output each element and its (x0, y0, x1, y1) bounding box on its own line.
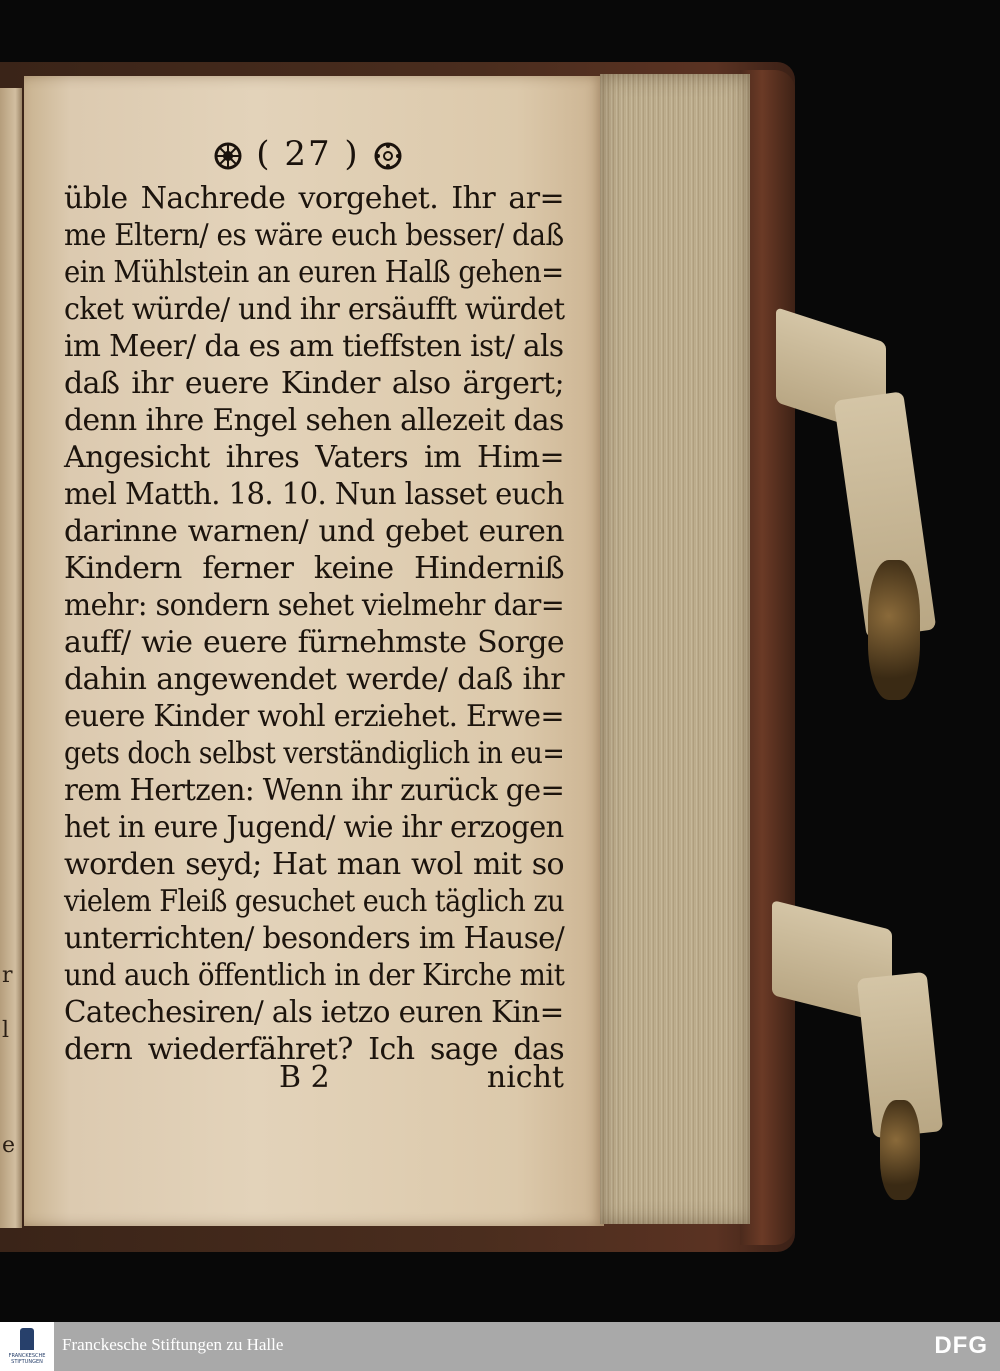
facing-page-mark: r (2, 963, 13, 988)
clasp-hook-icon (880, 1100, 920, 1200)
text-line: üble Nachrede vorgehet. Ihr ar= (64, 181, 564, 216)
text-line: rem Hertzen: Wenn ihr zurück ge= (64, 773, 565, 808)
catchword: nicht (486, 1060, 564, 1095)
institution-logo[interactable] (0, 1322, 54, 1371)
building-icon (20, 1328, 34, 1350)
text-line: daß ihr euere Kinder also ärgert; (64, 366, 564, 401)
page-foot (64, 1060, 564, 1100)
page-number: ( 27 ) (256, 134, 360, 174)
facing-page-edge (0, 88, 22, 1228)
text-line: dahin angewendet werde/ daß ihr (64, 662, 564, 697)
text-line: me Eltern/ es wäre euch besser/ daß (64, 218, 564, 253)
text-line: im Meer/ da es am tieffsten ist/ als (64, 329, 564, 364)
clasp-hook-icon (868, 560, 920, 700)
text-line: cket würde/ und ihr ersäufft würdet (64, 292, 565, 327)
text-line: gets doch selbst verständiglich in eu= (64, 736, 565, 771)
text-line: Angesicht ihres Vaters im Him= (64, 440, 564, 475)
text-line: denn ihre Engel sehen allezeit das (64, 403, 564, 438)
page-header (178, 134, 438, 174)
text-line: darinne warnen/ und gebet euren (64, 514, 564, 549)
page-block-edge (600, 74, 750, 1224)
logo-text: FRANCKESCHE STIFTUNGEN (8, 1353, 46, 1365)
facing-page-mark: l (2, 1018, 10, 1043)
text-line: auff/ wie euere fürnehmste Sorge (64, 625, 564, 660)
text-line: worden seyd; Hat man wol mit so (64, 847, 564, 882)
text-line: vielem Fleiß gesuchet euch täglich zu (64, 884, 565, 919)
signature-mark: B 2 (279, 1060, 330, 1095)
body-text (64, 180, 564, 1068)
text-line: unterrichten/ besonders im Hause/ (64, 921, 565, 956)
text-line: Kindern ferner keine Hinderniß (64, 551, 564, 586)
text-line: mel Matth. 18. 10. Nun lasset euch (64, 477, 564, 512)
text-line: Catechesiren/ als ietzo euren Kin= (64, 995, 564, 1030)
institution-name[interactable]: Franckesche Stiftungen zu Halle (62, 1335, 284, 1354)
text-line: ein Mühlstein an euren Halß gehen= (64, 255, 564, 290)
text-line: euere Kinder wohl erziehet. Erwe= (64, 699, 565, 734)
text-line: und auch öffentlich in der Kirche mit (64, 958, 565, 993)
dfg-logo[interactable]: DFG (934, 1332, 988, 1359)
facing-page-mark: e (2, 1133, 16, 1158)
viewer-footer (0, 1322, 1000, 1371)
text-line: het in eure Jugend/ wie ihr erzogen (64, 810, 564, 845)
flower-ornament-icon (213, 141, 243, 171)
flower-ornament-icon (373, 141, 403, 171)
text-line: dern wiederfähret? Ich sage das (64, 1032, 564, 1067)
text-line: mehr: sondern sehet vielmehr dar= (64, 588, 565, 623)
